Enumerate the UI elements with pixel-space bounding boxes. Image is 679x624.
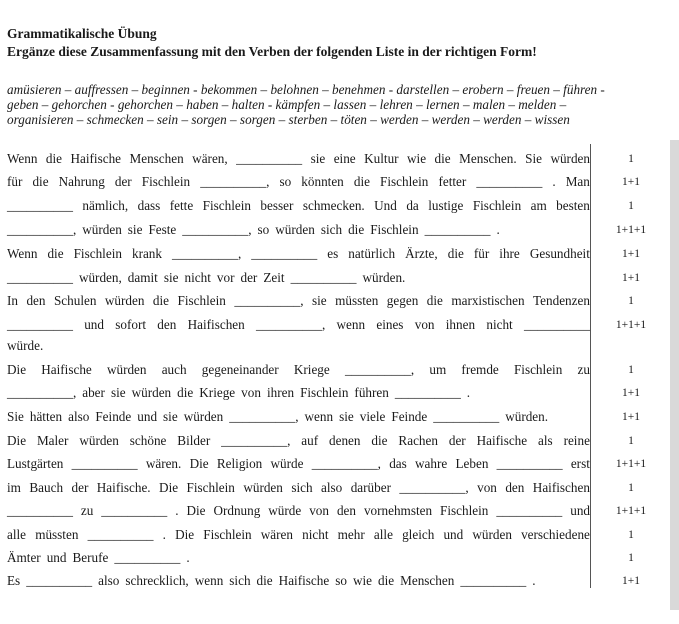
- points-value: 1+1+1: [615, 505, 647, 517]
- exercise-line-text: Es __________ also schrecklich, wenn sich die Haifische so wie die Menschen __________ .: [7, 573, 536, 588]
- exercise-line: [7, 480, 674, 498]
- points-value: 1: [628, 482, 634, 494]
- points-value: 1: [628, 200, 634, 212]
- exercise-line: [7, 527, 674, 545]
- points-value: 1+1: [622, 272, 640, 284]
- points-value: 1+1: [622, 411, 640, 423]
- exercise-line: [7, 222, 674, 240]
- exercise-line: [7, 362, 674, 380]
- points-value: 1: [628, 529, 634, 541]
- exercise-line: [7, 385, 674, 403]
- exercise-line-text: Die Haifische würden auch gegeneinander Kriege __________, um fremde Fischlein zu: [7, 362, 590, 377]
- instruction-text: Ergänze diese Zusammenfassung mit den Verben der folgenden Liste in der richtigen Form!: [7, 44, 537, 59]
- points-value: 1: [628, 295, 634, 307]
- exercise-line-text: __________ nämlich, dass fette Fischlein besser schmecken. Und da lustige Fischlein am besten: [7, 198, 590, 213]
- exercise-line: [7, 198, 674, 216]
- points-value: 1+1+1: [615, 458, 647, 470]
- exercise-line-text: __________ würden, damit sie nicht vor der Zeit __________ würden.: [7, 270, 406, 285]
- points-value: 1: [628, 364, 634, 376]
- points-value: 1+1+1: [615, 224, 647, 236]
- points-value: 1+1: [622, 248, 640, 260]
- exercise-line-text: Sie hätten also Feinde und sie würden __________, wenn sie viele Feinde __________ würden.: [7, 409, 549, 424]
- exercise-line-text: alle müssten __________ . Die Fischlein wären nicht mehr alle gleich und würden verschiedene: [7, 527, 590, 542]
- exercise-line: [7, 550, 674, 568]
- points-value: 1: [628, 153, 634, 165]
- verb-list: [7, 82, 667, 127]
- exercise-line-text: __________, würden sie Feste __________, so würden sich die Fischlein __________ .: [7, 222, 500, 237]
- exercise-line-text: Ämter und Berufe __________ .: [7, 550, 190, 565]
- points-value: 1: [628, 435, 634, 447]
- exercise-line-text: für die Nahrung der Fischlein __________, so könnten die Fischlein fetter __________ . Man: [7, 174, 590, 189]
- exercise-line-text: Wenn die Haifische Menschen wären, __________ sie eine Kultur wie die Menschen. Sie würden: [7, 151, 590, 166]
- exercise-line-text: __________ und sofort den Haifischen __________, wenn eines von ihnen nicht __________: [7, 317, 590, 332]
- exercise-line-text: Lustgärten __________ wären. Die Religion würde __________, das wahre Leben __________ erst: [7, 456, 590, 471]
- exercise-line-text: __________, aber sie würden die Kriege von ihren Fischlein führen __________ .: [7, 385, 471, 400]
- exercise-line: [7, 409, 674, 427]
- exercise-line-text: Wenn die Fischlein krank __________, __________ es natürlich Ärzte, die für ihre Gesundheit: [7, 246, 590, 261]
- exercise-line-text: würde.: [7, 338, 44, 353]
- points-value: 1+1: [622, 387, 640, 399]
- exercise-line: [7, 503, 674, 521]
- exercise-line: [7, 433, 674, 451]
- exercise-line: [7, 246, 674, 264]
- exercise-line: [7, 151, 674, 169]
- exercise-line: [7, 338, 674, 356]
- exercise-line: [7, 270, 674, 288]
- points-value: 1+1: [622, 575, 640, 587]
- points-value: 1: [628, 552, 634, 564]
- points-value: 1+1: [622, 176, 640, 188]
- exercise-line-text: Die Maler würden schöne Bilder __________, auf denen die Rachen der Haifische als reine: [7, 433, 590, 448]
- verb-list-line: amüsieren – auffressen – beginnen - bekommen – belohnen – benehmen - darstellen – erobern – freuen – führen -: [7, 82, 605, 97]
- exercise-line: [7, 317, 674, 335]
- exercise-line: [7, 456, 674, 474]
- verb-list-line: organisieren – schmecken – sein – sorgen – sorgen – sterben – töten – werden – werden – werden – wissen: [7, 112, 570, 127]
- exercise-line-text: __________ zu __________ . Die Ordnung würde von den vornehmsten Fischlein __________ und: [7, 503, 590, 518]
- verb-list-line: geben – gehorchen - gehorchen – haben – halten - kämpfen – lassen – lehren – lernen – malen – melden –: [7, 97, 567, 112]
- page-title: Grammatikalische Übung: [7, 26, 157, 41]
- exercise-line: [7, 573, 674, 591]
- points-value: 1+1+1: [615, 319, 647, 331]
- exercise-line-text: im Bauch der Haifische. Die Fischlein würden sich also darüber __________, von den Haifischen: [7, 480, 590, 495]
- exercise-line: [7, 174, 674, 192]
- exercise-line: [7, 293, 674, 311]
- exercise-line-text: In den Schulen würden die Fischlein __________, sie müssten gegen die marxistischen Tendenzen: [7, 293, 590, 308]
